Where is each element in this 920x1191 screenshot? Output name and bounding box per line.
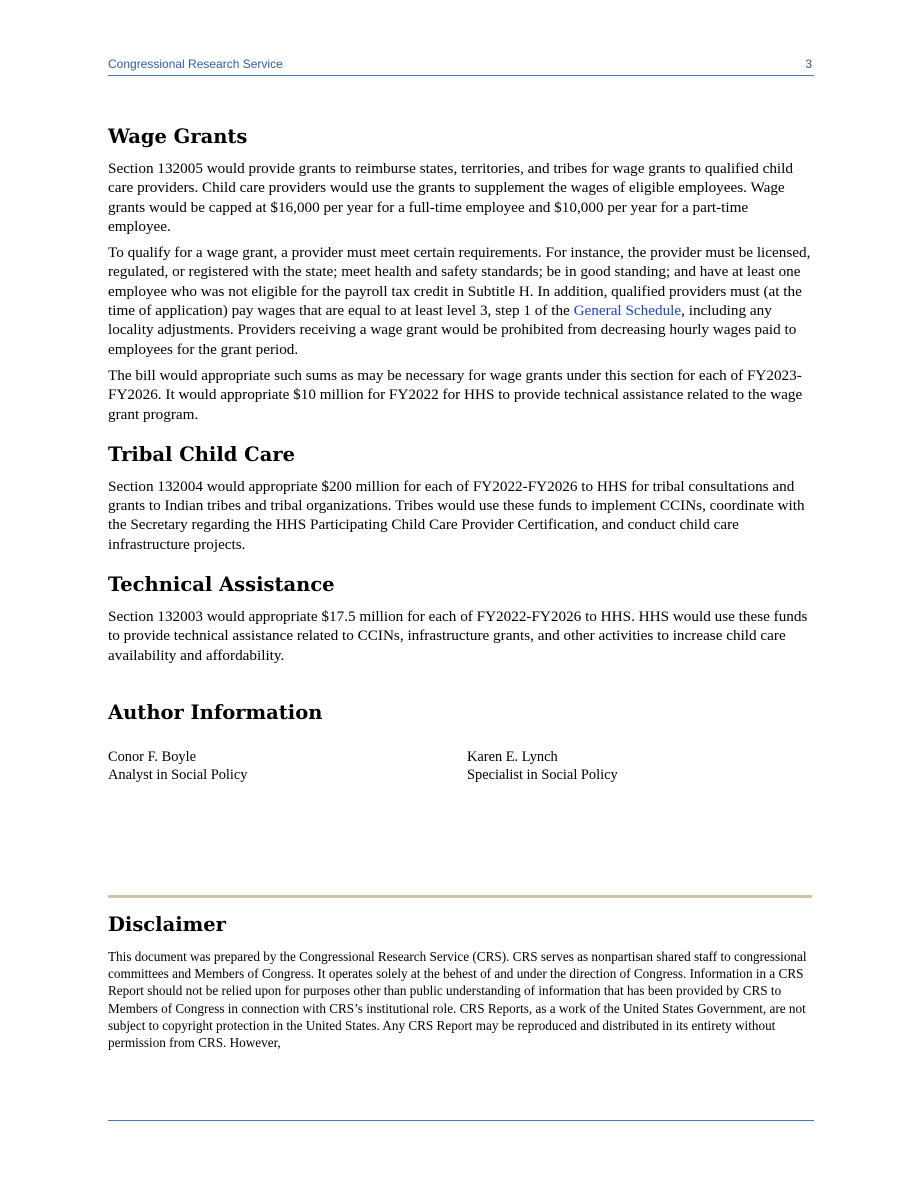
section-heading-tribal-child-care: Tribal Child Care — [108, 442, 296, 466]
author-title: Specialist in Social Policy — [467, 766, 618, 783]
section-author-information — [108, 700, 814, 788]
paragraph: Section 132005 would provide grants to reimburse states, territories, and tribes for wage grants to qualified child care providers. Child care providers would use the grants to supplement the wages of eligible employees. Wage grants would be capped at $16,000 per year for a full-time employee and $10,000 per year for a part-time employee. — [108, 160, 793, 235]
author-entry — [108, 748, 248, 784]
paragraph: The bill would appropriate such sums as may be necessary for wage grants under this section for each of FY2023-FY2026. It would appropriate $10 million for FY2022 for HHS to provide technical assistance related to the wage grant program. — [108, 366, 803, 423]
section-disclaimer — [108, 912, 814, 1051]
author-name: Karen E. Lynch — [467, 748, 558, 765]
main-content — [108, 124, 814, 788]
paragraph — [108, 243, 814, 359]
footer-rule — [108, 1120, 814, 1121]
section-heading-technical-assistance: Technical Assistance — [108, 573, 335, 597]
page-header — [108, 57, 814, 76]
paragraph: Section 132004 would appropriate $200 million for each of FY2022-FY2026 to HHS for tribal consultations and grants to Indian tribes and tribal organizations. Tribes would use these funds to implement CCINs, coordinate with the Secretary regarding the HHS Participating Child Care Provider Certification, and conduct child care infrastructure projects. — [108, 477, 805, 553]
author-name: Conor F. Boyle — [108, 748, 196, 765]
header-org-name: Congressional Research Service — [108, 57, 283, 71]
author-title: Analyst in Social Policy — [108, 766, 248, 783]
author-entry — [467, 748, 618, 784]
disclaimer-text: This document was prepared by the Congressional Research Service (CRS). CRS serves as nonpartisan shared staff to congressional committees and Members of Congress. It operates solely at the behest of and under the direction of Congress. Information in a CRS Report should not be relied upon for purposes other than public understanding of information that has been provided by CRS to Members of Congress in connection with CRS’s institutional role. CRS Reports, as a work of the United States Government, are not subject to copyright protection in the United States. Any CRS Report may be reproduced and distributed in its entirety without permission from CRS. However, — [108, 949, 807, 1051]
paragraph-text: To qualify for a wage grant, a provider must meet certain requirements. For instance, the provider must be licensed, regulated, or registered with the state; meet health and safety standards; be in good standing; and have at least one employee who was not eligible for the payroll tax credit in Subtitle H. In addition, qualified providers must (at the time of application) pay wages that are equal to at least level 3, step 1 of the — [108, 244, 811, 320]
section-heading-wage-grants: Wage Grants — [108, 125, 248, 148]
general-schedule-link[interactable]: General Schedule — [573, 302, 682, 320]
section-heading-disclaimer: Disclaimer — [108, 913, 226, 936]
section-wage-grants — [108, 124, 814, 424]
section-technical-assistance — [108, 572, 814, 665]
section-tribal-child-care — [108, 442, 814, 554]
paragraph-text: , including any locality adjustments. Providers receiving a wage grant would be prohibited from decreasing hourly wages paid to employees for the grant period. — [108, 302, 797, 358]
section-heading-author-information: Author Information — [108, 700, 323, 724]
section-divider — [108, 895, 812, 898]
author-list — [108, 748, 814, 788]
paragraph: Section 132003 would appropriate $17.5 million for each of FY2022-FY2026 to HHS. HHS would use these funds to provide technical assistance related to CCINs, infrastructure grants, and other activities to increase child care availability and affordability. — [108, 608, 808, 664]
page-number: 3 — [805, 57, 812, 71]
